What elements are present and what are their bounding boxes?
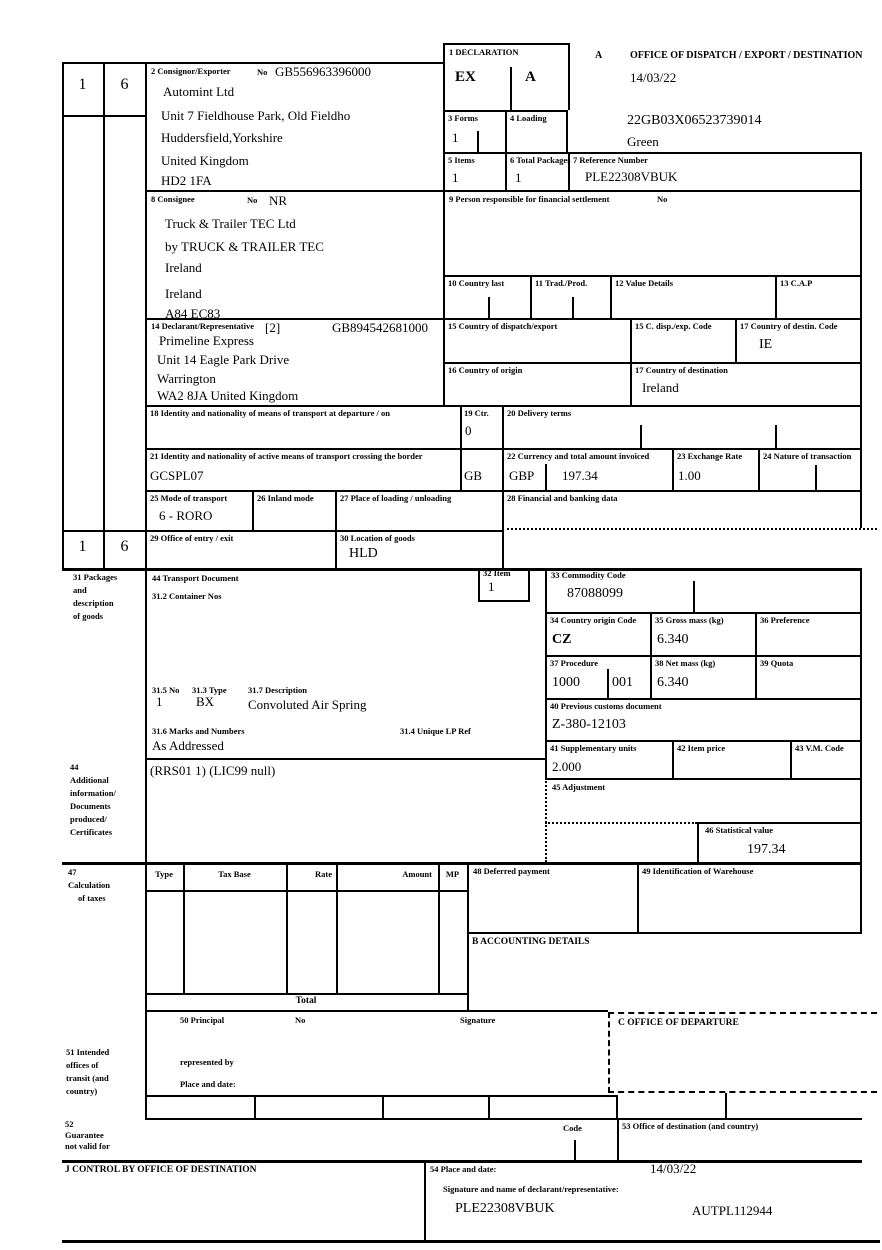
- consignee-postcode: A84 EC83: [165, 306, 221, 321]
- section-c-office-departure: [608, 1012, 877, 1093]
- declarant-eori: GB894542681000: [332, 320, 429, 335]
- line: [725, 1093, 727, 1118]
- box-47-label-1: 47: [68, 867, 77, 877]
- box-29-office-entry: [145, 530, 335, 568]
- box-31-2-container-label: 31.2 Container Nos: [152, 591, 222, 601]
- box-36-label: 36 Preference: [760, 615, 810, 625]
- box-33-commodity-code: [545, 568, 862, 612]
- authorisation-number: AUTPL112944: [692, 1203, 773, 1218]
- destination-country-code: IE: [759, 337, 773, 352]
- box-22-currency-amount: [502, 448, 672, 490]
- procedure-code: 1000: [552, 675, 580, 690]
- box-3-forms: [443, 110, 505, 152]
- package-type: BX: [196, 694, 215, 709]
- box-44-label-1: 44: [70, 762, 79, 772]
- box-40-previous-document: [545, 698, 862, 740]
- line: [62, 1160, 862, 1163]
- box-2-label: 2 Consignor/Exporter: [151, 66, 231, 76]
- box-39-label: 39 Quota: [760, 658, 794, 668]
- invoice-currency: GBP: [509, 468, 535, 483]
- box-30-location-goods: [335, 530, 502, 568]
- box-8-consignee: [145, 190, 443, 321]
- box-30-label: 30 Location of goods: [340, 533, 415, 543]
- marks-numbers: As Addressed: [152, 738, 224, 753]
- tax-col-type: Type: [155, 869, 173, 879]
- line: [545, 778, 862, 780]
- box-15-label: 15 Country of dispatch/export: [448, 321, 558, 331]
- line: [145, 1010, 608, 1012]
- line: [860, 778, 862, 822]
- unique-lp-ref-label: 31.4 Unique LP Ref: [400, 726, 471, 736]
- box-29-label: 29 Office of entry / exit: [150, 533, 234, 543]
- box-31-label-3: description: [73, 598, 114, 608]
- item-desc-label: 31.7 Description: [248, 685, 308, 695]
- box-1-declaration: [443, 43, 570, 110]
- box-15b-dispatch-code: [630, 318, 735, 362]
- copy-number-right-2: 6: [120, 538, 129, 555]
- line: [616, 1095, 618, 1118]
- consignee-line-3: Ireland: [165, 260, 202, 275]
- line: [488, 297, 490, 318]
- box-21-label: 21 Identity and nationality of active means of transport crossing the border: [150, 451, 423, 461]
- transport-mode: 6 - RORO: [159, 508, 213, 523]
- box-49-label: 49 Identification of Warehouse: [642, 866, 754, 876]
- line: [145, 993, 467, 995]
- line: [693, 581, 695, 612]
- reference-number: PLE22308VBUK: [585, 169, 678, 184]
- signature-name-label: Signature and name of declarant/representative:: [443, 1184, 619, 1194]
- line: [477, 131, 479, 152]
- box-6-label: 6 Total Packages: [510, 155, 571, 165]
- box-44-label-4: Documents: [70, 801, 111, 811]
- additional-information: (RRS01 1) (LIC99 null): [150, 763, 276, 778]
- box-4-loading: [505, 110, 568, 152]
- forms-count: 1: [452, 130, 459, 145]
- box-10-label: 10 Country last: [448, 278, 505, 288]
- destination-country: Ireland: [642, 380, 679, 395]
- box-19-ctr: [460, 405, 502, 448]
- line: [488, 1095, 490, 1118]
- box-26-label: 26 Inland mode: [257, 493, 314, 503]
- line: [510, 67, 512, 110]
- represented-by-label: represented by: [180, 1057, 234, 1067]
- box-13-cap: [775, 275, 862, 318]
- line: [637, 862, 639, 932]
- box-44-label-5: produced/: [70, 814, 107, 824]
- tax-col-base: Tax Base: [218, 869, 251, 879]
- items-count: 1: [452, 170, 459, 185]
- copy-number-left-2: 1: [78, 538, 87, 555]
- box-8-label: 8 Consignee: [151, 194, 195, 204]
- line: [424, 1160, 426, 1240]
- box-44-label-3: information/: [70, 788, 116, 798]
- box-8-no-label: No: [247, 195, 258, 205]
- line: [62, 530, 145, 532]
- box-42-item-price: [672, 740, 790, 778]
- dotted-line: [502, 528, 877, 530]
- item-no-label: 31.5 No: [152, 685, 180, 695]
- declarant-address-1: Unit 14 Eagle Park Drive: [157, 352, 290, 367]
- goods-location: HLD: [349, 546, 378, 561]
- box-10-country-last: [443, 275, 530, 318]
- box-44-transport-doc-label: 44 Transport Document: [152, 573, 239, 583]
- line: [860, 490, 862, 528]
- place-date-label: Place and date:: [180, 1079, 236, 1089]
- line: [145, 1118, 862, 1120]
- goods-description: Convoluted Air Spring: [248, 697, 367, 712]
- invoice-amount: 197.34: [562, 468, 598, 483]
- box-20-label: 20 Delivery terms: [507, 408, 572, 418]
- box-48-label: 48 Deferred payment: [473, 866, 550, 876]
- box-43-label: 43 V.M. Code: [795, 743, 844, 753]
- box-18-label: 18 Identity and nationality of means of transport at departure / on: [150, 408, 390, 418]
- line: [62, 62, 145, 64]
- box-5-items: [443, 152, 505, 190]
- box-32-label: 32 Item: [483, 568, 511, 578]
- section-b-title: B ACCOUNTING DETAILS: [472, 937, 590, 947]
- box-14-declarant: [145, 318, 443, 405]
- box-41-label: 41 Supplementary units: [550, 743, 637, 753]
- box-25-label: 25 Mode of transport: [150, 493, 228, 503]
- declarant-name: Primeline Express: [159, 333, 254, 348]
- declarant-status-code: [2]: [265, 320, 281, 335]
- box-11-label: 11 Trad./Prod.: [535, 278, 588, 288]
- section-j-title: J CONTROL BY OFFICE OF DESTINATION: [65, 1165, 257, 1175]
- line: [145, 758, 545, 760]
- line: [145, 890, 467, 892]
- gross-mass: 6.340: [657, 632, 689, 647]
- box-24-nature-transaction: [758, 448, 862, 490]
- box-22-label: 22 Currency and total amount invoiced: [507, 451, 650, 461]
- declaration-subtype: A: [525, 69, 536, 85]
- box-34-country-origin-code: [545, 612, 650, 655]
- movement-reference-number: 22GB03X06523739014: [627, 113, 762, 128]
- box-45-label: 45 Adjustment: [552, 782, 606, 792]
- tax-col-mp: MP: [445, 869, 460, 879]
- box-51-label-1: 51 Intended: [66, 1047, 110, 1057]
- box-17-country-destination: [630, 362, 862, 405]
- copy-number-left: 1: [78, 76, 87, 93]
- box-2-consignor: [145, 62, 443, 190]
- consignor-address-1: Unit 7 Fieldhouse Park, Old Fieldho: [161, 108, 351, 123]
- box-17a-destination-code: [735, 318, 862, 362]
- box-6-total-packages: [505, 152, 571, 190]
- dotted-line: [545, 822, 697, 824]
- consignee-line-2: by TRUCK & TRAILER TEC: [165, 239, 324, 254]
- transport-identity: GCSPL07: [150, 468, 204, 483]
- box-23-label: 23 Exchange Rate: [677, 451, 743, 461]
- box-15-country-dispatch: [443, 318, 630, 362]
- box-25-mode-transport: [145, 490, 252, 530]
- procedure-code-2: 001: [612, 675, 633, 690]
- box-35-label: 35 Gross mass (kg): [655, 615, 724, 625]
- box-16-country-origin: [443, 362, 630, 405]
- line: [815, 465, 817, 490]
- statistical-value: 197.34: [747, 842, 786, 857]
- exchange-rate: 1.00: [678, 468, 701, 483]
- box-27-place-loading: [335, 490, 502, 530]
- box-51-label-2: offices of: [66, 1060, 99, 1070]
- box-31-label-2: and: [73, 585, 87, 595]
- box-53-label: 53 Office of destination (and country): [622, 1121, 759, 1131]
- box-46-statistical-value: [697, 822, 862, 862]
- box-9-financial-settlement: [443, 190, 862, 275]
- box-31-label-1: 31 Packages: [73, 572, 118, 582]
- box-50-signature-label: Signature: [460, 1015, 496, 1025]
- consignee-name: Truck & Trailer TEC Ltd: [165, 216, 296, 231]
- box-7-label: 7 Reference Number: [573, 155, 648, 165]
- box-38-label: 38 Net mass (kg): [655, 658, 716, 668]
- line: [860, 862, 862, 932]
- box-34-label: 34 Country origin Code: [550, 615, 637, 625]
- box-9-label: 9 Person responsible for financial settlement: [449, 194, 610, 204]
- box-40-label: 40 Previous customs document: [550, 701, 662, 711]
- box-27-label: 27 Place of loading / unloading: [340, 493, 452, 503]
- tax-col-rate: Rate: [315, 869, 332, 879]
- line: [775, 425, 777, 448]
- box-20-delivery-terms: [502, 405, 862, 448]
- line: [640, 425, 642, 448]
- container-flag: 0: [465, 423, 472, 438]
- consignor-name: Automint Ltd: [163, 84, 235, 99]
- box-15b-label: 15 C. disp./exp. Code: [635, 321, 712, 331]
- line: [62, 115, 145, 117]
- box-50-no-label: No: [295, 1015, 306, 1025]
- box-54-label: 54 Place and date:: [430, 1164, 497, 1174]
- box-51-label-3: transit (and: [66, 1073, 109, 1083]
- tax-col-amount: Amount: [402, 869, 432, 879]
- box-33-label: 33 Commodity Code: [551, 570, 626, 580]
- box-17-label: 17 Country of destination: [635, 365, 728, 375]
- consignor-country: United Kingdom: [161, 153, 249, 168]
- copy-number-right: 6: [120, 76, 129, 93]
- box-36-preference: [755, 612, 862, 655]
- box-26-inland-mode: [252, 490, 335, 530]
- box-32-item: [478, 568, 530, 602]
- line: [103, 62, 105, 568]
- box-44-label-6: Certificates: [70, 827, 113, 837]
- box-37-procedure: [545, 655, 650, 698]
- box-52-label-1: 52: [65, 1119, 74, 1129]
- marks-numbers-label: 31.6 Marks and Numbers: [152, 726, 245, 736]
- previous-document: Z-380-12103: [552, 717, 626, 732]
- box-21-nationality: [460, 448, 502, 490]
- line: [183, 865, 185, 993]
- package-count: 1: [156, 694, 163, 709]
- line: [382, 1095, 384, 1118]
- item-type-label: 31.3 Type: [192, 685, 227, 695]
- box-4-label: 4 Loading: [510, 113, 547, 123]
- box-5-label: 5 Items: [448, 155, 475, 165]
- net-mass: 6.340: [657, 675, 689, 690]
- box-37-label: 37 Procedure: [550, 658, 599, 668]
- declarant-reference: PLE22308VBUK: [455, 1201, 555, 1216]
- box-52-code-label: Code: [563, 1123, 582, 1133]
- box-12-label: 12 Value Details: [615, 278, 674, 288]
- consignor-postcode: HD2 1FA: [161, 173, 212, 188]
- box-1-label: 1 DECLARATION: [449, 47, 519, 57]
- box-47-label-3: of taxes: [78, 893, 106, 903]
- box-18-transport-departure: [145, 405, 460, 448]
- routing-status: Green: [627, 134, 659, 149]
- line: [254, 1095, 256, 1118]
- transport-nationality: GB: [464, 468, 483, 483]
- box-46-label: 46 Statistical value: [705, 825, 773, 835]
- declarant-address-2: Warrington: [157, 371, 216, 386]
- commodity-code: 87088099: [567, 586, 623, 601]
- box-9-no-label: No: [657, 194, 668, 204]
- box-3-label: 3 Forms: [448, 113, 478, 123]
- line: [62, 1240, 880, 1243]
- box-47-label-2: Calculation: [68, 880, 111, 890]
- box-35-gross-mass: [650, 612, 755, 655]
- line: [467, 862, 469, 1010]
- box-24-label: 24 Nature of transaction: [763, 451, 852, 461]
- line: [467, 932, 862, 934]
- box-31-label-4: of goods: [73, 611, 103, 621]
- consignee-country: Ireland: [165, 286, 202, 301]
- dispatch-date: 14/03/22: [630, 70, 677, 85]
- box-7-reference-number: [568, 152, 862, 190]
- box-12-value-details: [610, 275, 775, 318]
- box-42-label: 42 Item price: [677, 743, 726, 753]
- origin-country-code: CZ: [552, 632, 572, 647]
- box-39-quota: [755, 655, 862, 698]
- consignee-id: NR: [269, 193, 288, 208]
- item-number: 1: [488, 579, 495, 594]
- box-51-label-4: country): [66, 1086, 98, 1096]
- line: [438, 865, 440, 993]
- box-28-label: 28 Financial and banking data: [507, 493, 618, 503]
- box-23-exchange-rate: [672, 448, 758, 490]
- box-52-label-2: Guarantee: [65, 1130, 104, 1140]
- declarant-postcode-country: WA2 8JA United Kingdom: [157, 388, 299, 403]
- section-c-title: C OFFICE OF DEPARTURE: [618, 1018, 739, 1028]
- line: [286, 865, 288, 993]
- line: [62, 862, 862, 865]
- box-52-label-3: not valid for: [65, 1141, 110, 1151]
- box-50-label: 50 Principal: [180, 1015, 225, 1025]
- box-11-trad-prod: [530, 275, 610, 318]
- box-14-label: 14 Declarant/Representative: [151, 321, 254, 331]
- line: [607, 669, 609, 698]
- line: [545, 464, 547, 490]
- consignor-eori: GB556963396000: [275, 64, 372, 79]
- box-2-no-label: No: [257, 67, 268, 77]
- section-a-title: OFFICE OF DISPATCH / EXPORT / DESTINATION: [630, 50, 863, 61]
- box-21-active-transport: [145, 448, 460, 490]
- box-13-label: 13 C.A.P: [780, 278, 813, 288]
- dotted-line: [545, 778, 547, 862]
- box-16-label: 16 Country of origin: [448, 365, 523, 375]
- line: [574, 1140, 576, 1160]
- supplementary-units: 2.000: [552, 759, 582, 774]
- box-17a-label: 17 Country of destin. Code: [740, 321, 838, 331]
- line: [336, 865, 338, 993]
- box-41-supplementary-units: [545, 740, 672, 778]
- box-43-vm-code: [790, 740, 862, 778]
- line: [62, 62, 64, 568]
- box-44-label-2: Additional: [70, 775, 109, 785]
- section-a-prefix: A: [595, 50, 603, 61]
- line: [617, 1118, 619, 1160]
- declaration-type: EX: [455, 69, 476, 85]
- line: [145, 1095, 616, 1097]
- box-38-net-mass: [650, 655, 755, 698]
- box-19-label: 19 Ctr.: [464, 408, 489, 418]
- declaration-date: 14/03/22: [650, 1161, 697, 1176]
- tax-total-label: Total: [295, 996, 317, 1006]
- total-packages: 1: [515, 170, 522, 185]
- consignor-address-2: Huddersfield,Yorkshire: [161, 130, 283, 145]
- line: [572, 297, 574, 318]
